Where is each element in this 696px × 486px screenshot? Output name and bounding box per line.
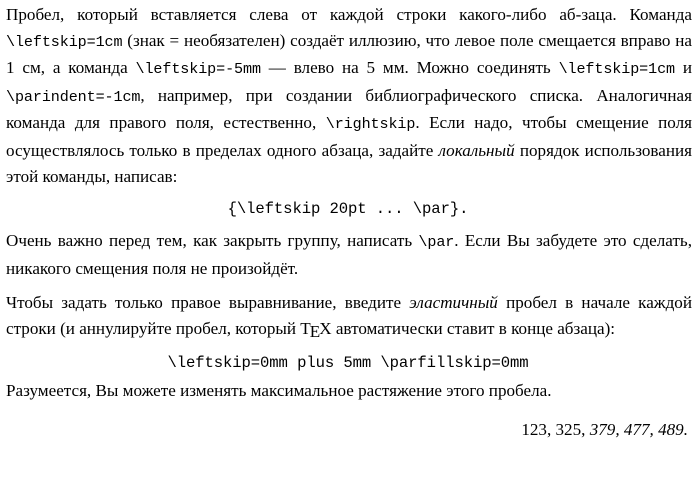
code-display-parfillskip: \leftskip=0mm plus 5mm \parfillskip=0mm xyxy=(167,353,529,372)
code-display-leftskip-20pt: {\leftskip 20pt ... \par}. xyxy=(227,200,469,219)
document-page xyxy=(0,2,696,486)
text-run: Очень важно перед тем, как закрыть группу, написать xyxy=(6,231,419,251)
code-leftskip-1cm: \leftskip=1cm xyxy=(6,32,123,51)
text-run: Пробел, который вставляется слева от каждой строки какого-либо аб-заца. Команда xyxy=(6,5,692,24)
code-leftskip-1cm-2: \leftskip=1cm xyxy=(558,60,676,79)
text-run: (знак = необязателен) создаёт иллюзию, что левое поле смещается вправо на 1 см, а команда xyxy=(6,30,692,78)
text-run: . Если надо, чтобы смещение поля осуществлялось только в пределах одного абзаца, задайте xyxy=(6,113,692,160)
tex-logo: TEX xyxy=(300,318,332,341)
text-run: . Если Вы забудете это сделать, никакого смещения поля не произойдёт. xyxy=(6,231,692,278)
code-rightskip: \rightskip xyxy=(325,115,416,134)
index-page-numbers xyxy=(0,420,696,440)
paragraph-right-align xyxy=(0,290,696,341)
text-run: , например, при создании библиографического списка. Аналогичная команда для правого поля, естественно, xyxy=(6,85,692,133)
text-run: автоматически ставит в конце абзаца): xyxy=(331,318,616,338)
paragraph-stretch-note: Разумеется, Вы можете изменять максимальное растяжение этого пробела. xyxy=(6,380,552,400)
emphasis-elastic: эластичный xyxy=(409,293,498,313)
text-run: — влево на 5 мм. Можно соединять xyxy=(260,58,559,78)
text-run: пробел в начале каждой строки (и аннулируйте пробел, который xyxy=(6,293,692,338)
index-upright-numbers: 123, 325, xyxy=(521,420,586,440)
emphasis-local: локальный xyxy=(438,140,515,160)
paragraph-leftskip xyxy=(0,2,696,189)
text-run: Чтобы задать только правое выравнивание, введите xyxy=(6,293,410,313)
code-leftskip-minus5mm: \leftskip=-5mm xyxy=(135,60,261,79)
text-run: порядок использования этой команды, написав: xyxy=(6,140,692,186)
code-par: \par xyxy=(418,233,455,252)
code-parindent-minus1cm: \parindent=-1cm xyxy=(6,87,141,106)
index-italic-numbers: 379, 477, 489. xyxy=(589,420,688,440)
paragraph-par-warning xyxy=(0,228,696,281)
text-run: и xyxy=(675,58,692,78)
